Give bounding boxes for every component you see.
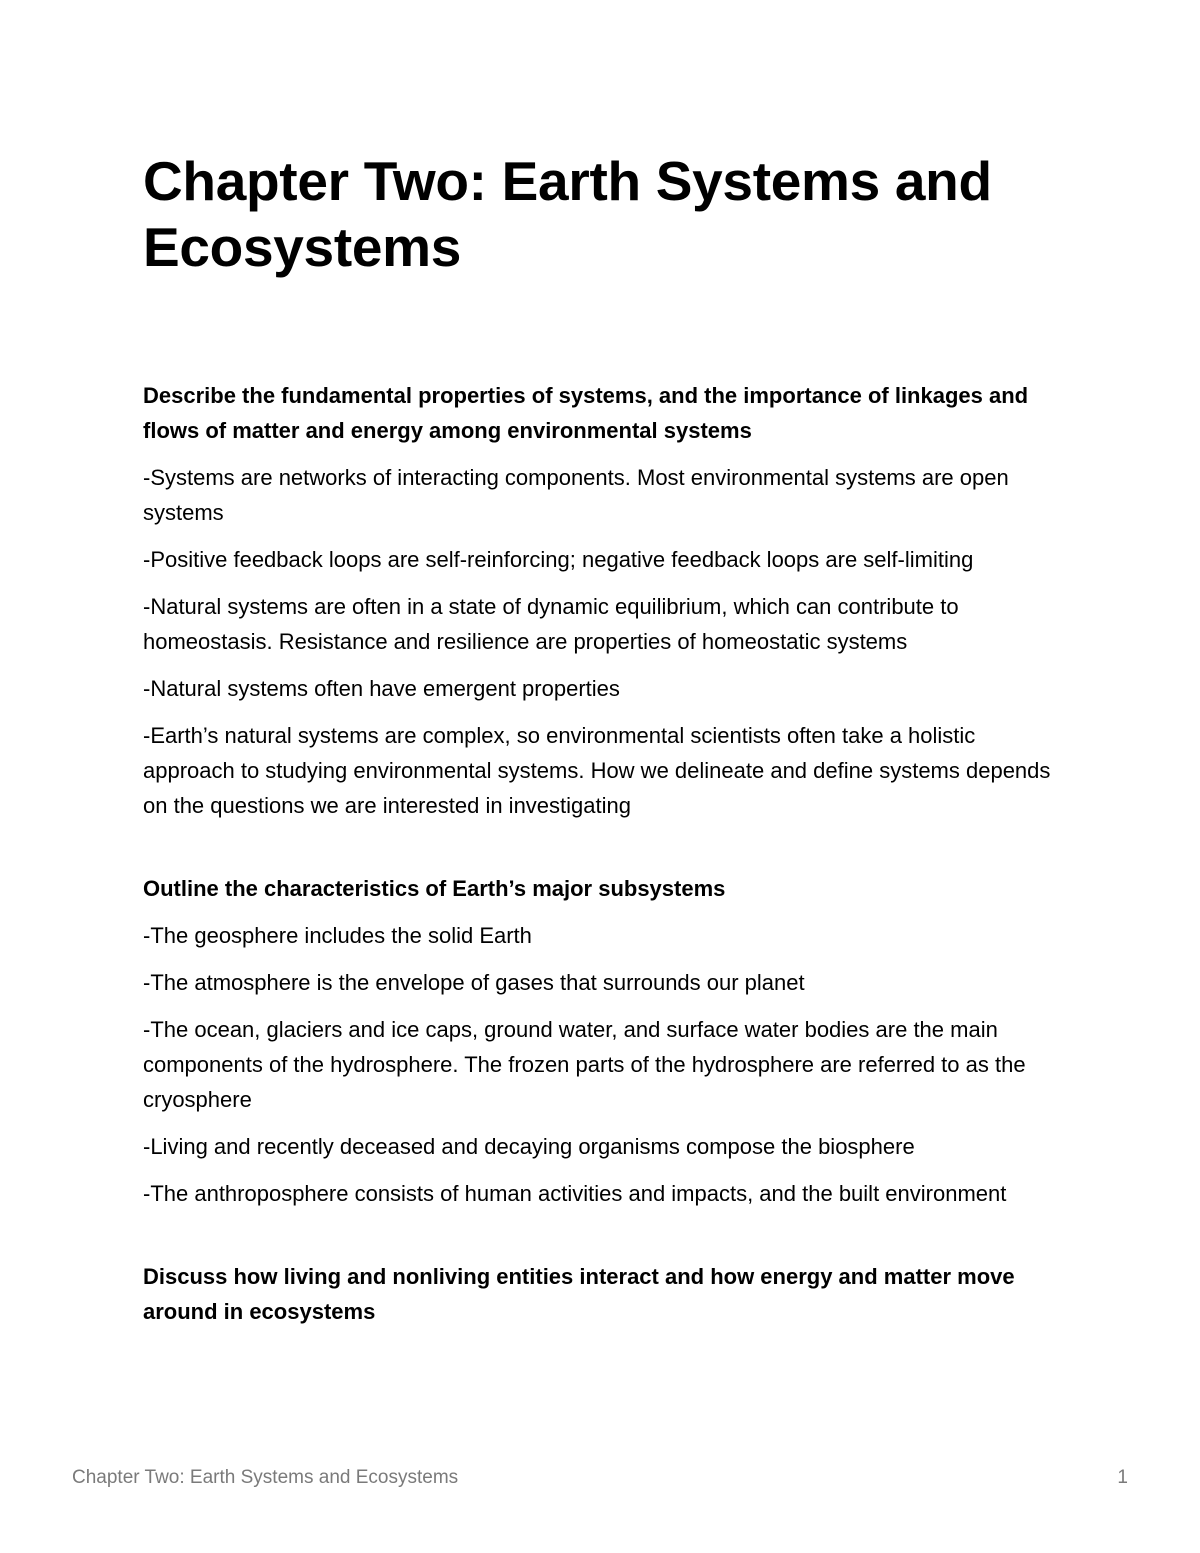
bullet-item: -Living and recently deceased and decaying organisms compose the biosphere xyxy=(143,1134,915,1159)
bullet-item: -Natural systems often have emergent properties xyxy=(143,676,620,701)
section-systems-properties xyxy=(143,378,1073,823)
bullet-item: -Natural systems are often in a state of dynamic equilibrium, which can contribute to homeostasis. Resistance and resilience are properties of homeostatic systems xyxy=(143,594,959,654)
chapter-title: Chapter Two: Earth Systems and Ecosystems xyxy=(143,150,992,278)
bullet-item: -Positive feedback loops are self-reinforcing; negative feedback loops are self-limiting xyxy=(143,547,974,572)
section-heading: Describe the fundamental properties of systems, and the importance of linkages and flows of matter and energy among environmental systems xyxy=(143,383,1029,443)
footer-page-number: 1 xyxy=(1117,1467,1128,1488)
section-heading: Discuss how living and nonliving entities interact and how energy and matter move around in ecosystems xyxy=(143,1264,1015,1324)
section-heading: Outline the characteristics of Earth’s major subsystems xyxy=(143,876,726,901)
title-spacer xyxy=(143,280,1073,378)
bullet-item: -Systems are networks of interacting components. Most environmental systems are open systems xyxy=(143,465,1009,525)
bullet-item: -The ocean, glaciers and ice caps, ground water, and surface water bodies are the main components of the hydrosphere. The frozen parts of the hydrosphere are referred to as the cryosphere xyxy=(143,1017,1026,1112)
section-spacer xyxy=(143,1223,1073,1259)
footer-running-title: Chapter Two: Earth Systems and Ecosystems xyxy=(72,1467,459,1488)
section-spacer xyxy=(143,835,1073,871)
bullet-item: -The geosphere includes the solid Earth xyxy=(143,923,532,948)
bullet-item: -The atmosphere is the envelope of gases that surrounds our planet xyxy=(143,970,805,995)
page-content xyxy=(143,148,1073,1341)
bullet-item: -The anthroposphere consists of human activities and impacts, and the built environment xyxy=(143,1181,1007,1206)
section-ecosystem-interactions xyxy=(143,1259,1073,1329)
bullet-item: -Earth’s natural systems are complex, so environmental scientists often take a holistic approach to studying environmental systems. How we delineate and define systems depends on the questions we are interested in investigating xyxy=(143,723,1051,818)
section-earth-subsystems xyxy=(143,871,1073,1211)
